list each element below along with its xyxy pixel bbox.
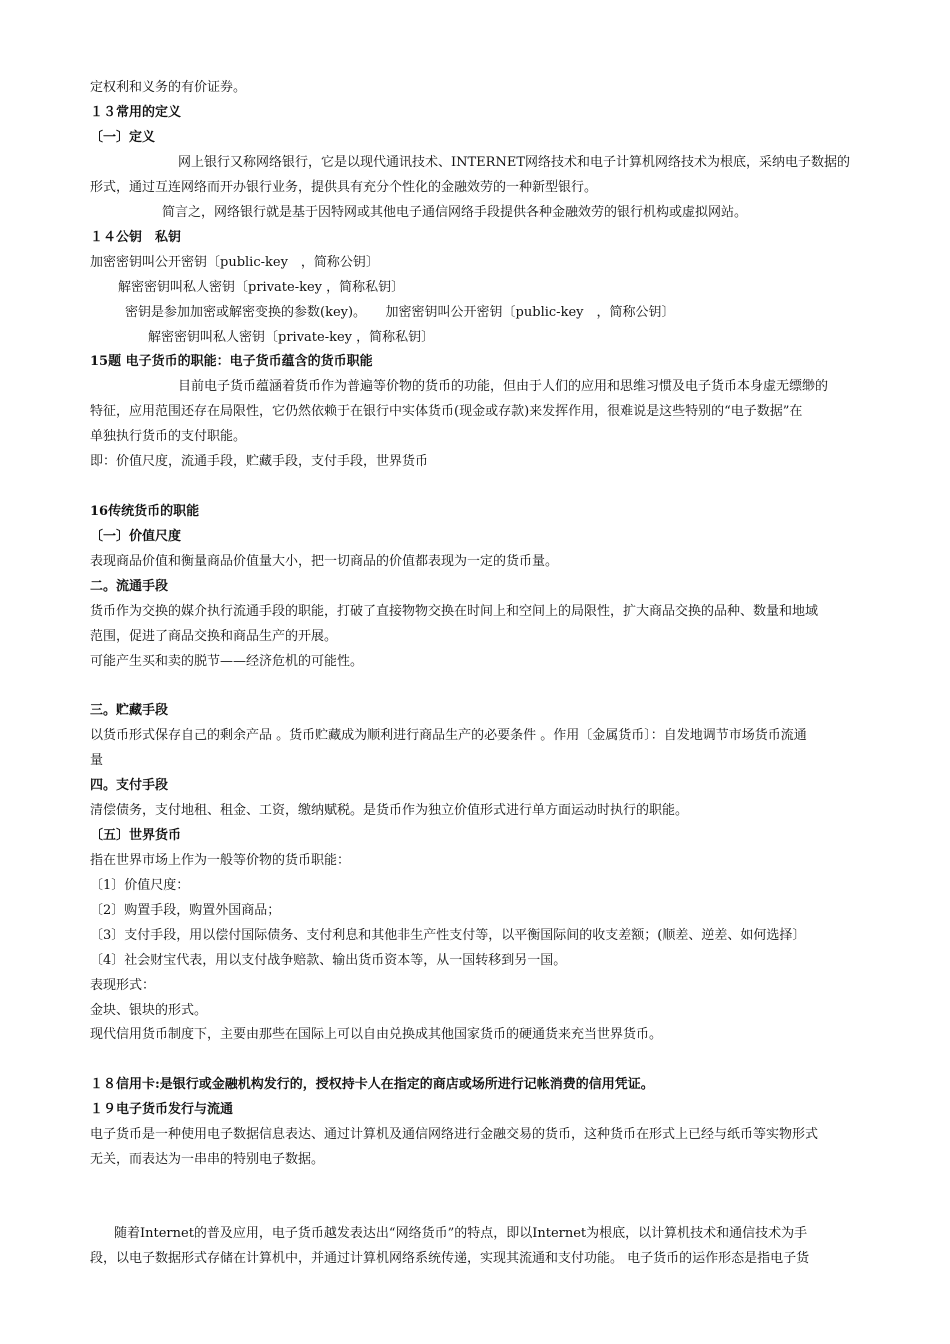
text-line: 目前电子货币蕴涵着货币作为普遍等价物的货币的功能，但由于人们的应用和思维习惯及电子货币本身虚无缥缈的 [178, 379, 829, 394]
section-heading: １８信用卡:是银行或金融机构发行的，授权持卡人在指定的商店或场所进行记帐消费的信用凭证。 [90, 1077, 654, 1092]
section-heading: １９电子货币发行与流通 [90, 1102, 234, 1117]
text-line: 金块、银块的形式。 [90, 1003, 208, 1018]
text-line: 表现商品价值和衡量商品价值量大小，把一切商品的价值都表现为一定的货币量。 [90, 554, 559, 569]
text-line: 定权利和义务的有价证券。 [90, 80, 247, 95]
text-line: 范围，促进了商品交换和商品生产的开展。 [90, 629, 338, 644]
text-line: 以货币形式保存自己的剩余产品 。货币贮藏成为顺利进行商品生产的必要条件 。作用〔金属货币〕：自发地调节市场货币流通 [90, 728, 807, 743]
section-heading: 〔一〕价值尺度 [90, 529, 182, 544]
text-line: 可能产生买和卖的脱节——经济危机的可能性。 [90, 654, 364, 669]
text-line: 清偿债务，支付地租、租金、工资，缴纳赋税。是货币作为独立价值形式进行单方面运动时执行的职能。 [90, 803, 689, 818]
text-line: 密钥是参加加密或解密变换的参数(key)。 加密密钥叫公开密钥〔public-key ，简称公钥〕 [125, 305, 675, 320]
section-heading: １３常用的定义 [90, 105, 182, 120]
section-heading: 三。贮藏手段 [90, 703, 169, 718]
text-line: 加密密钥叫公开密钥〔public-key ，简称公钥〕 [90, 255, 379, 270]
text-line: 货币作为交换的媒介执行流通手段的职能，打破了直接物物交换在时间上和空间上的局限性，扩大商品交换的品种、数量和地域 [90, 604, 819, 619]
section-heading: 〔五〕世界货币 [90, 828, 182, 843]
text-line: 即：价值尺度，流通手段，贮藏手段，支付手段，世界货币 [90, 454, 429, 469]
text-line: 解密密钥叫私人密钥〔private-key ，简称私钥〕 [148, 330, 435, 345]
section-heading: 15题 电子货币的职能：电子货币蕴含的货币职能 [90, 354, 373, 369]
section-heading: 〔一〕定义 [90, 130, 156, 145]
text-line: 简言之，网络银行就是基于因特网或其他电子通信网络手段提供各种金融效劳的银行机构或虚拟网站。 [162, 205, 748, 220]
section-heading: 四。支付手段 [90, 778, 169, 793]
text-line: 量 [90, 753, 104, 768]
text-line: 段，以电子数据形式存储在计算机中，并通过计算机网络系统传递，实现其流通和支付功能。 电子货币的运作形态是指电子货 [90, 1251, 810, 1266]
text-line: 网上银行又称网络银行，它是以现代通讯技术、INTERNET网络技术和电子计算机网络技术为根底，采纳电子数据的 [178, 155, 850, 170]
text-line: 解密密钥叫私人密钥〔private-key ，简称私钥〕 [118, 280, 405, 295]
text-line: 〔2〕购置手段，购置外国商品； [90, 903, 281, 918]
text-line: 特征，应用范围还存在局限性，它仍然依赖于在银行中实体货币(现金或存款)来发挥作用，很难说是这些特别的“电子数据”在 [90, 404, 803, 419]
section-heading: 16传统货币的职能 [90, 504, 200, 519]
text-line: 〔1〕价值尺度： [90, 878, 190, 893]
text-line: 〔3〕支付手段，用以偿付国际债务、支付利息和其他非生产性支付等，以平衡国际间的收支差额；(顺差、逆差、如何选择〕 [90, 928, 806, 943]
text-line: 表现形式： [90, 978, 156, 993]
text-line: 无关，而表达为一串串的特别电子数据。 [90, 1152, 325, 1167]
text-line: 形式，通过互连网络而开办银行业务，提供具有充分个性化的金融效劳的一种新型银行。 [90, 180, 598, 195]
text-line: 〔4〕社会财宝代表，用以支付战争赔款、输出货币资本等，从一国转移到另一国。 [90, 953, 567, 968]
section-heading: 二。流通手段 [90, 579, 169, 594]
text-line: 随着Internet的普及应用，电子货币越发表达出“网络货币”的特点，即以Internet为根底，以计算机技术和通信技术为手 [114, 1226, 808, 1241]
text-line: 现代信用货币制度下，主要由那些在国际上可以自由兑换成其他国家货币的硬通货来充当世界货币。 [90, 1027, 663, 1042]
text-line: 指在世界市场上作为一般等价物的货币职能： [90, 853, 351, 868]
text-line: 单独执行货币的支付职能。 [90, 429, 247, 444]
section-heading: １４公钥 私钥 [90, 230, 182, 245]
text-line: 电子货币是一种使用电子数据信息表达、通过计算机及通信网络进行金融交易的货币，这种货币在形式上已经与纸币等实物形式 [90, 1127, 819, 1142]
